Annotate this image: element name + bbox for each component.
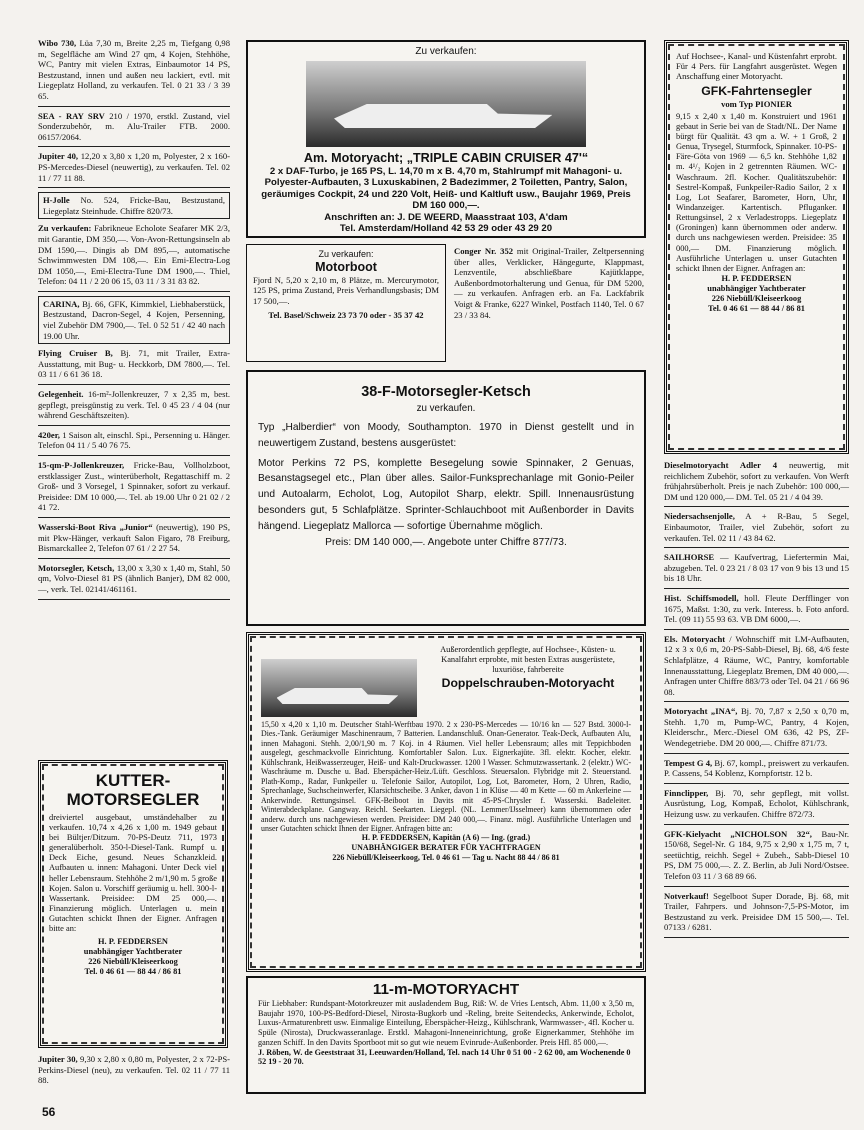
yacht-photo <box>261 659 417 717</box>
ad-text: Lüa 7,30 m, Breite 2,25 m, Tiefgang 0,98 m, Segelfläche am Wind 27 qm, 4 Kojen, Stehhöhe, WC, Pantry mit vielen Extras, Einbaumotor 14 PS, Bestzustand, innen und außen neu lackiert, evtl. mit Liegeplatz Holland, zu verkaufen. Tel. 0 21 33 / 3 39 65. <box>38 38 230 101</box>
triple-contact-address: Anschriften an: J. DE WEERD, Maasstraat 103, A'dam <box>324 211 568 223</box>
classified-ad <box>38 563 230 600</box>
ad-lead: 420er, <box>38 429 60 440</box>
ad-lead: CARINA, <box>43 298 80 309</box>
classified-ad <box>664 511 849 548</box>
ad-lead: Motoryacht „INA“, <box>664 706 738 717</box>
ad-lead: Wibo 730, <box>38 38 77 48</box>
classified-ad <box>38 38 230 107</box>
classified-ad <box>38 223 230 292</box>
gfk-subtitle: vom Typ PIONIER <box>721 98 792 109</box>
11m-title: 11-m-MOTORYACHT <box>372 981 520 998</box>
classified-ad <box>664 552 849 589</box>
ketsch-price: Preis: DM 140 000,—. Angebote unter Chiffre 877/73. <box>325 536 567 548</box>
classified-ad <box>664 460 849 507</box>
ad-text: A + R-Bau, 5 Segel, Einbaumotor, Trailer, viel Zubehör, sofort zu verkaufen. Tel. 02 11 / 43 84 62. <box>664 511 849 543</box>
doppel-intro: Außerordentlich gepflegte, auf Hochsee-, Küsten- u. Kanalfahrt erprobte, mit besten Extras ausgerüstete, luxuriöse, fahrbereite <box>440 645 616 674</box>
ad-text: / Wohnschiff mit LM-Aufbauten, 12 x 3 x 0,6 m, 20-PS-Sabb-Diesel, Bj. 68, 4/6 feste Schlafplätze, 4 Räume, WC, Pantry, komfortable Innenausstattung, Liegeplatz Bremen, DM 40 000,—. Anfragen unter Chiffre 883/73 oder Tel. 04 21 / 66 96 08. <box>664 633 849 697</box>
gfk-contact-role: unabhängiger Yachtberater <box>707 284 806 294</box>
ad-text: 1 Saison alt, einschl. Spi., Persenning u. Hänger. Telefon 04 11 / 5 40 76 75. <box>38 429 231 451</box>
ad-text: Bj. 70, 7,87 x 2,50 x 0,70 m, Stehh. 1,70 m, Pump-WC, Pantry, 4 Kojen, Kleiderschr., Merc.-Diesel OM 636, 42 PS, ZF-Wendegetriebe. DM 20 000,—. Chiffre 871/73. <box>664 706 850 749</box>
ad-lead: Conger Nr. 352 <box>454 246 514 256</box>
ad-lead: Finnclipper, <box>664 787 709 798</box>
ad-text: mit Original-Trailer, Zeltpersenning über alles, Verklicker, Hängegurte, Klappmast, Lenzventile, abschließbare Kajütklappe, Außenbordmotorhalterung und Genua, für DM 5200,— zu verkaufen. Anfragen erb. an Fa. Lackfabrik Voigt & Franke, 6227 Winkel, Postfach 1140, Tel. 0 67 23 / 33 84. <box>454 246 645 320</box>
yacht-photo <box>306 61 586 147</box>
motorboot-contact: Tel. Basel/Schweiz 23 73 70 oder - 35 37 42 <box>268 310 424 321</box>
triple-cabin-cruiser-ad <box>246 40 646 238</box>
doppel-contact-name: H. P. FEDDERSEN, Kapitän (A 6) — Ing. (grad.) <box>361 833 531 843</box>
kutter-contact-role: unabhängiger Yachtberater <box>83 947 183 957</box>
motorboot-header: Zu verkaufen: <box>318 249 374 259</box>
right-column <box>664 460 849 942</box>
ad-lead: Zu verkaufen: <box>38 223 92 234</box>
ad-lead: H-Jolle <box>43 195 70 206</box>
ad-text: 13,00 x 3,30 x 1,40 m, Stahl, 50 qm, Volvo-Diesel 81 PS (ähnlich Banjer), DM 82 000,—, verk. Tel. 02141/461161. <box>38 562 231 594</box>
ad-text: Bj. 71, mit Trailer, Extra-Ausstattung, mit Bug- u. Heckkorb, DM 7800,—. Tel. 03 11 / 6 61 36 18. <box>38 348 230 380</box>
classified-ad <box>664 758 849 784</box>
kutter-contact-address: 226 Niebüll/Kleiseerkoog <box>88 957 178 967</box>
gfk-intro: Auf Hochsee-, Kanal- und Küstenfahrt erprobt. Für 4 Pers. für Langfahrt ausgerüstet. Wegen Anschaffung einer Motoryacht. <box>676 51 837 82</box>
ad-lead: Jupiter 30, <box>38 1054 78 1064</box>
motorboot-title: Motorboot <box>315 260 377 274</box>
gfk-contact-name: H. P. FEDDERSEN <box>721 274 792 284</box>
ad-text: Bau-Nr. 150/68, Segel-Nr. G 184, 9,75 x 2,90 x 1,75 m, 7 t, seetüchtig, reichh. Segel + Zubeh., Sabb-Diesel 10 PS, DM 75 000,—. Z. Z. Berlin, ab Juli Nord/Ostsee. Telefon 03 11 / 3 68 89 66. <box>664 828 849 881</box>
ad-text: Bj. 67, kompl., preiswert zu verkaufen. P. Cassens, 54 Koblenz, Kornpfortstr. 12 b. <box>664 757 849 779</box>
kutter-body: dreiviertel ausgebaut, umständehalber zu verkaufen. 10,74 x 4,26 x 1,00 m. 1949 gebaut bei Bültjer/Ditzum. 70-PS-Deutz 711, 1973 generalüberholt. 350-l-Diesel-Tank. Rumpf u. Deck Eiche, gesund. Neues Schanzkleid. Aufbauten u. innen: Mahagoni. Unter Deck viel heller Lebensraum. Stehhöhe 2 m/1,90 m. 5 große Kojen. Salon u. Vorschiff geräumig u. hell. 300-l-Wassertank. Preisidee: DM 25 000,—. Finanzierung möglich. Unterlagen u. mein Gutachten schickt Ihnen der Eigner. Anfragen bitte an: <box>49 813 217 934</box>
gfk-fahrtensegler-ad <box>664 40 849 454</box>
classified-ad <box>38 389 230 426</box>
classified-ad <box>38 460 230 518</box>
triple-contact-phone: Tel. Amsterdam/Holland 42 53 29 oder 43 29 20 <box>339 223 553 235</box>
doppel-contact-role: UNABHÄNGIGER BERATER FÜR YACHTFRAGEN <box>351 843 541 853</box>
ad-text: Fricke-Bau, Vollholzboot, erstklassiger Zust., winterüberholt, Regattaschiff m. 2 Groß- und 3 Vorsegel, 1 Spinnaker, sofort zu verkauf. Preisidee: DM 10 000,—. Tel. ab 19.00 Uhr 0 21 02 / 2 41 72. <box>38 460 230 513</box>
ad-lead: Wasserski-Boot Riva „Junior“ <box>38 521 153 532</box>
classified-ad <box>38 151 230 188</box>
ad-text: holl. Fleute Derfflinger von 1675, Maßst. 1:30, zu verk. Interess. b. Foto anford. Tel. (09 11) 55 93 63. VB DM 6000,—. <box>664 592 849 625</box>
gfk-title: GFK-Fahrtensegler <box>701 83 812 98</box>
ad-text: Bj. 66, GFK, Kimmkiel, Liebhaberstück, Bestzustand, Dacron-Segel, 4 Kojen, Persenning, viel Zubehör DM 7900,—. Tel. 0 52 51 / 42 40 nach 19.00 Uhr. <box>43 298 225 341</box>
11m-body: Für Liebhaber: Rundspant-Motorkreuzer mit ausladendem Bug, Riß: W. de Vries Lentsch, Abm. 11,00 x 3,50 m, Baujahr 1970, 100-PS-Bedford-Diesel, Nirosta-Bugkorb und -Reling, breite Seitendecks, Ankerwinde, Echolot, Luxus-Armaturenbrett usw. Einmalige Einteilung, Eberspächer-Heizg., Kühlschrank, Warmwasser-, 4fl. Kocher u. Spüle (Nirosta), Druckwasseranlage. Erstkl. Mahagoni-Inneneinrichtung, große Eignerkammer, Stehhöhe im ganzen Schiff. In den Davits Sportboot mit so gut wie neuem Evinrude-Außenborder. Preis Hfl. 85 000,—. <box>258 999 634 1047</box>
gfk-contact-address: 226 Niebüll/Kleiseerkoog <box>711 294 802 304</box>
ad-lead: Hist. Schiffsmodell, <box>664 592 739 603</box>
classified-ad <box>38 348 230 385</box>
kutter-motorsegler-ad <box>38 760 228 1048</box>
ad-text: Segelboot Super Dorade, Bj. 68, mit Trailer, Fahrpers. und Johnson-7,5-PS-Motor, im Bestzustand zu verk. Preisidee DM 15 500,—. Tel. 07133 / 6281. <box>664 890 849 933</box>
ad-lead: Motorsegler, Ketsch, <box>38 562 115 573</box>
classified-ad <box>38 430 230 456</box>
doppel-contact-address: 226 Niebüll/Kleiseerkoog, Tel. 0 46 61 — Tag u. Nacht 88 44 / 86 81 <box>332 852 560 862</box>
ketsch-ad <box>246 370 646 626</box>
motorboot-body: Fjord N, 5,20 x 2,10 m, 8 Plätze, m. Mercurymotor, 125 PS, prima Zustand, Preis Verhandlungsbasis; DM 17 500,—. <box>253 275 439 306</box>
left-column <box>38 38 230 604</box>
doppelschrauben-ad <box>246 632 646 972</box>
ad-lead: Els. Motoryacht <box>664 633 726 644</box>
ketsch-intro: Typ „Halberdier“ von Moody, Southampton. 1970 in Dienst gestellt und in neuwertigem Zustand, bestens ausgerüstet: <box>258 422 634 449</box>
ad-text: No. 524, Fricke-Bau, Bestzustand, Liegeplatz Steinhude. Chiffre 820/73. <box>43 195 226 216</box>
classified-ad <box>38 522 230 559</box>
classified-ad <box>664 788 849 825</box>
conger-ad <box>454 246 644 324</box>
ad-text: Bj. 70, sehr gepflegt, mit vollst. Ausrüstung, Log, Kompaß, Echolot, Kühlschrank, Heizung usw. zu verkaufen. Chiffre 872/73. <box>664 787 849 820</box>
classified-ad <box>664 593 849 630</box>
doppel-title: Doppelschrauben-Motoryacht <box>441 676 615 690</box>
classified-ad <box>664 891 849 938</box>
triple-header: Zu verkaufen: <box>415 46 477 57</box>
kutter-title: KUTTER-MOTORSEGLER <box>66 771 200 809</box>
ad-lead: Niedersachsenjolle, <box>664 511 735 522</box>
11m-contact: J. Röben, W. de Geeststraat 31, Leeuwarden/Holland, Tel. nach 14 Uhr 0 51 00 - 2 62 00, am Wochenende 0 52 19 - 20 70. <box>258 1047 631 1067</box>
ad-text: Fabrikneue Echolote Seafarer MK 2/3, mit Garantie, DM 350,—. Von-Avon-Rettungsinseln ab DM 1590,—. Dingis ab DM 895,—, automatische Schwimmwesten DM 108,—. Ein Emi-Electra-Log DM 1050,—, Emi-Electra-Tune DM 1900,—. Thiel, Telefon: 04 11 / 2 20 06 15, 03 11 / 3 31 83 82. <box>38 223 230 287</box>
motorboot-ad <box>246 244 446 362</box>
ad-text: 9,30 x 2,80 x 0,80 m, Polyester, 2 x 72-PS-Perkins-Diesel (neu), zu verkaufen. Tel. 02 11 / 77 11 88. <box>38 1054 230 1086</box>
ad-lead: Tempest G 4, <box>664 757 713 768</box>
ketsch-subtitle: zu verkaufen. <box>416 403 476 414</box>
classified-ad <box>38 296 230 344</box>
ad-text: 12,20 x 3,80 x 1,20 m, Polyester, 2 x 160-PS-Mercedes-Diesel (neuwertig), zu verkaufen. Tel. 02 11 / 77 11 88. <box>38 151 230 183</box>
classified-ad <box>38 192 230 219</box>
ketsch-title: 38-F-Motorsegler-Ketsch <box>361 384 531 400</box>
gfk-body: 9,15 x 2,40 x 1,40 m. Konstruiert und 1961 gebaut in Serie bei van de Stadt/NL. Der Name bürgt für Qualität. 43 qm a. W. + 1 Groß, 2 Genua, Trysegel, Sturmfock, Spinnaker. 10-PS-Färe-Göta von 1969 — 6,5 kn. Stehhöhe 1,82 m. 4¹/₂ Kojen in 2 getrennten Räumen. WC-Waschraum. 2fl. Kocher. Qualitätszubehör: Sestrel-Kompaß, Funkpeiler-Radio Sailor, 2 x Log, Lot Seafarer, Barometer, Horn, Uhr, Windanzeiger. Kartentisch. Pfluganker. Rettungsinsel, 2 x Verladestropps. Liegeplatz (Groningen) kann übernommen oder anderw. durch uns nachgewiesen werden. Preisidee: 35 000,— DM. Finanzierung möglich. Ausführliche Unterlagen u. unser Gutachten schickt Ihnen der Eigner. Anfragen an: <box>676 111 837 273</box>
11m-motoryacht-ad <box>246 976 646 1094</box>
triple-body: 2 x DAF-Turbo, je 165 PS, L. 14,70 m x B. 4,70 m, Stahlrumpf mit Mahagoni- u. Polyester-Aufbauten, 3 Luxuskabinen, 2 Badezimmer, 2 Toiletten, Pantry, Salon, geräumiges Cockpit, 24 und 220 Volt, Heiß- und Kaltluft usw., Baujahr 1969, Preis DM 160 000,—. <box>261 166 631 212</box>
ad-lead: Notverkauf! <box>664 890 709 901</box>
gfk-contact-phone: Tel. 0 46 61 — 88 44 / 86 81 <box>708 304 805 314</box>
ad-lead: Dieselmotoryacht Adler 4 <box>664 460 778 470</box>
ad-lead: Flying Cruiser B, <box>38 348 113 359</box>
classified-ad <box>664 634 849 703</box>
ad-lead: 15-qm-P-Jollenkreuzer, <box>38 460 125 470</box>
kutter-contact-phone: Tel. 0 46 61 — 88 44 / 86 81 <box>84 967 182 977</box>
ad-lead: SEA - RAY SRV <box>38 110 105 121</box>
triple-title: Am. Motoryacht; „TRIPLE CABIN CRUISER 47'“ <box>303 151 589 165</box>
ad-lead: Gelegenheit. <box>38 389 84 400</box>
page-number: 56 <box>42 1105 56 1119</box>
ad-text: 210 / 1970, erstkl. Zustand, viel Sonderzubehör, m. Alu-Trailer FTB. 2000. 06157/2064. <box>38 110 230 142</box>
ad-lead: GFK-Kielyacht „NICHOLSON 32“, <box>664 828 812 839</box>
classified-ad <box>664 706 849 753</box>
ad-lead: SAILHORSE <box>664 552 715 563</box>
ketsch-body: Motor Perkins 72 PS, komplette Besegelung sowie Spinnaker, 2 Genuas, Besanstagsegel etc., Plan über alles. Sailor-Funksprechanlage mit Gonio-Peiler und Autoalarm, Echolot, Log, Autopilot Sharp, elektr. Spill. Innenausrüstung besonders gut, 5 Schlafplätze. Sprinter-Schlauchboot mit Außenborder in Davits hängend. Liegeplatz Mallorca — sofortige Übernahme möglich. <box>258 457 634 532</box>
ad-text: neuwertig, mit reichlichem Zubehör, sofort zu verkaufen. Von Werft frühjahrsüberholt. Preis je nach Zubehör: 100 000,— DM und 120 000,— DM. Tel. 05 21 / 4 04 39. <box>664 460 849 502</box>
kutter-contact-name: H. P. FEDDERSEN <box>98 937 168 947</box>
ad-text: (neuwertig), 190 PS, mit Pkw-Hänger, verkauft Salon Figaro, 78 Freiburg, Bismarckallee 2, Telefon 07 61 / 2 27 54. <box>38 521 230 554</box>
ad-text: 16-m²-Jollenkreuzer, 7 x 2,35 m, best. gepflegt, preisgünstig zu verk. Tel. 0 45 23 / 4 04 (nur während Geschäftszeiten). <box>38 389 231 421</box>
jupiter30-ad <box>38 1054 230 1090</box>
classified-ad <box>38 111 230 148</box>
doppel-body: 15,50 x 4,20 x 1,10 m. Deutscher Stahl-Werftbau 1970. 2 x 230-PS-Mercedes — 10/16 kn — 527 Bstd. 3000-l-Dies.-Tank. Geräumiger Maschinenraum, 7 Batterien. Landanschluß. Onan-Generator. Teak-Deck, Aufbauten Alu, innen Mahagoni. Stehh. 2,00/1,90 m. 7 Koj. in 4 Räumen. Viel heller Lebensraum; alles mit Teppichboden ausgelegt, geschmackvolle Einrichtung. Komfortabler Salon. Lux. Eignerkajüte. 3fl. elektr. Kocher, elektr. Kühlschrank, Heißwasserzeuger, Heiß- und Kalt-Druckwasser. 1200 l Wasser. Schmutzwassertank. 2 (elektr.) WC-Waschräume m. Dusche u. Bad. Eberspächer-Heiz./Lüft. Geschloss. Steuersalon. Flybridge mit 2. Steuerstand. Plath-Komp., Radar, Funkpeiler u. Telefonie Sailor, Autopilot, Log, Lot, Barometer, Horn, 2 Uhren, Radio, Sprechanlage, Suchscheinwerfer, Klarsichtscheibe. 3 Anker, davon 1 in Klüse — 40 m Kette — 60 m Ankerleine — Ankerwinde. Rettungsinsel. GFK-Beiboot in Davits mit 45-PS-Chrysler f. Wasserski. Badeleiter. Winterabdeckplane. Gangway. Reichl. Seekarten. Liegepl. (NL. Lemmer/IJsselmeer) kann übernommen oder anderw. durch uns nachgewiesen werden. Preisidee: DM 240 000,—. Finanz. mögl. Ausführliche Unterlagen und unser Gutachten schickt Ihnen der Eigner. Anfragen bitte an: <box>261 720 631 833</box>
ad-text: — Kaufvertrag, Liefertermin Mai, abzugeben. Tel. 0 23 21 / 8 03 17 von 9 bis 13 und 15 bis 18 Uhr. <box>664 552 849 584</box>
ad-lead: Jupiter 40, <box>38 151 79 162</box>
classified-ad <box>664 829 849 887</box>
